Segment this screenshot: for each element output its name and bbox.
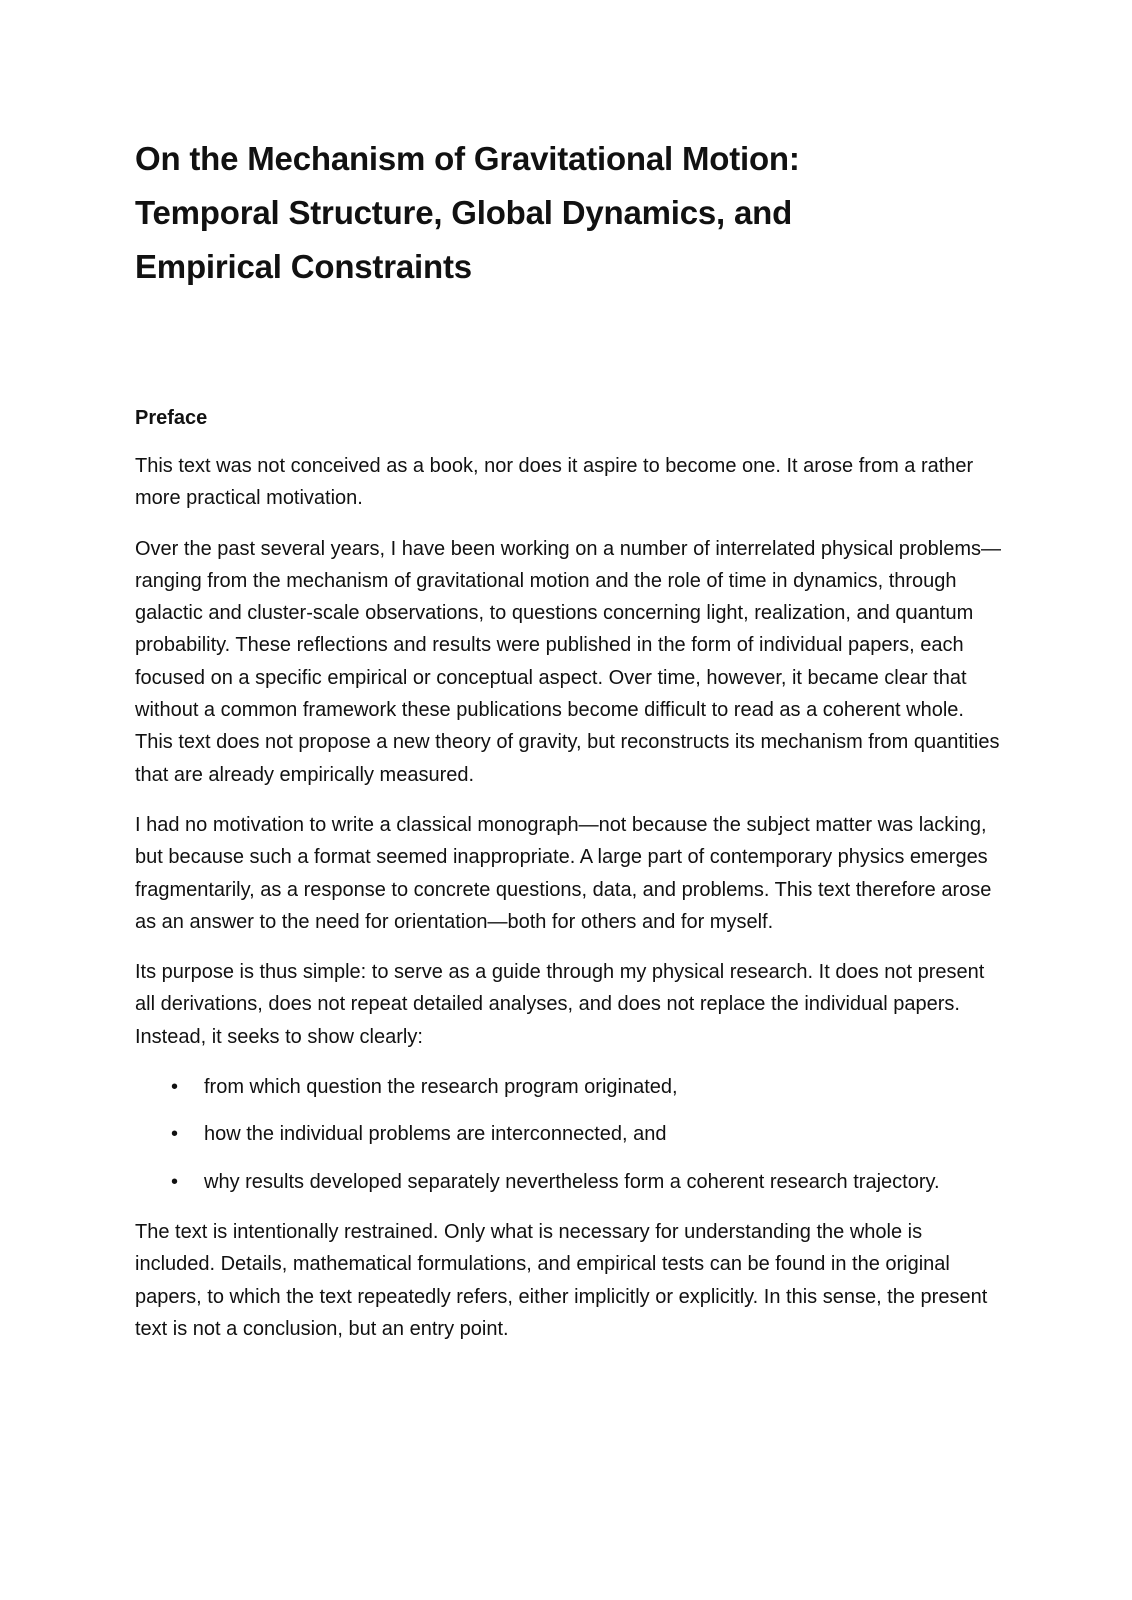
list-item-text: how the individual problems are interconnected, and [204, 1123, 667, 1146]
page-content [135, 132, 1005, 1345]
closing-paragraph: The text is intentionally restrained. Only what is necessary for understanding the whole is included. Details, mathematical formulations, and empirical tests can be found in the original papers, to which the text repeatedly refers, either implicitly or explicitly. In this sense, the present text is not a conclusion, but an entry point. [135, 1220, 988, 1340]
title-line-3: Empirical Constraints [135, 248, 472, 285]
bullet-list [135, 1071, 1005, 1198]
list-item [135, 1166, 1005, 1198]
list-item-text: from which question the research program originated, [204, 1076, 678, 1099]
document-title [135, 132, 1005, 294]
preface-heading: Preface [135, 407, 208, 429]
paragraph-1: This text was not conceived as a book, nor does it aspire to become one. It arose from a rather more practical motivation. [135, 455, 974, 510]
title-line-1: On the Mechanism of Gravitational Motion: [135, 140, 800, 177]
bullet-dot-icon: • [171, 1123, 179, 1146]
list-item-text: why results developed separately nevertheless form a coherent research trajectory. [204, 1170, 940, 1193]
bullet-dot-icon: • [171, 1170, 179, 1193]
bullet-dot-icon: • [171, 1076, 179, 1099]
list-item [135, 1071, 1005, 1103]
paragraph-3: I had no motivation to write a classical monograph—not because the subject matter was lacking, but because such a format seemed inappropriate. A large part of contemporary physics emerges fragmentarily, as a response to concrete questions, data, and problems. This text therefore arose as an answer to the need for orientation—both for others and for myself. [135, 813, 992, 933]
paragraph-2: Over the past several years, I have been working on a number of interrelated physical problems—ranging from the mechanism of gravitational motion and the role of time in dynamics, through galactic and cluster-scale observations, to questions concerning light, realization, and quantum probability. These reflections and results were published in the form of individual papers, each focused on a specific empirical or conceptual aspect. Over time, however, it became clear that without a common framework these publications become difficult to read as a coherent whole. This text does not propose a new theory of gravity, but reconstructs its mechanism from quantities that are already empirically measured. [135, 537, 1001, 786]
paragraph-4: Its purpose is thus simple: to serve as a guide through my physical research. It does not present all derivations, does not repeat detailed analyses, and does not replace the individual papers. Instead, it seeks to show clearly: [135, 961, 985, 1048]
list-item [135, 1118, 1005, 1150]
title-line-2: Temporal Structure, Global Dynamics, and [135, 194, 793, 231]
